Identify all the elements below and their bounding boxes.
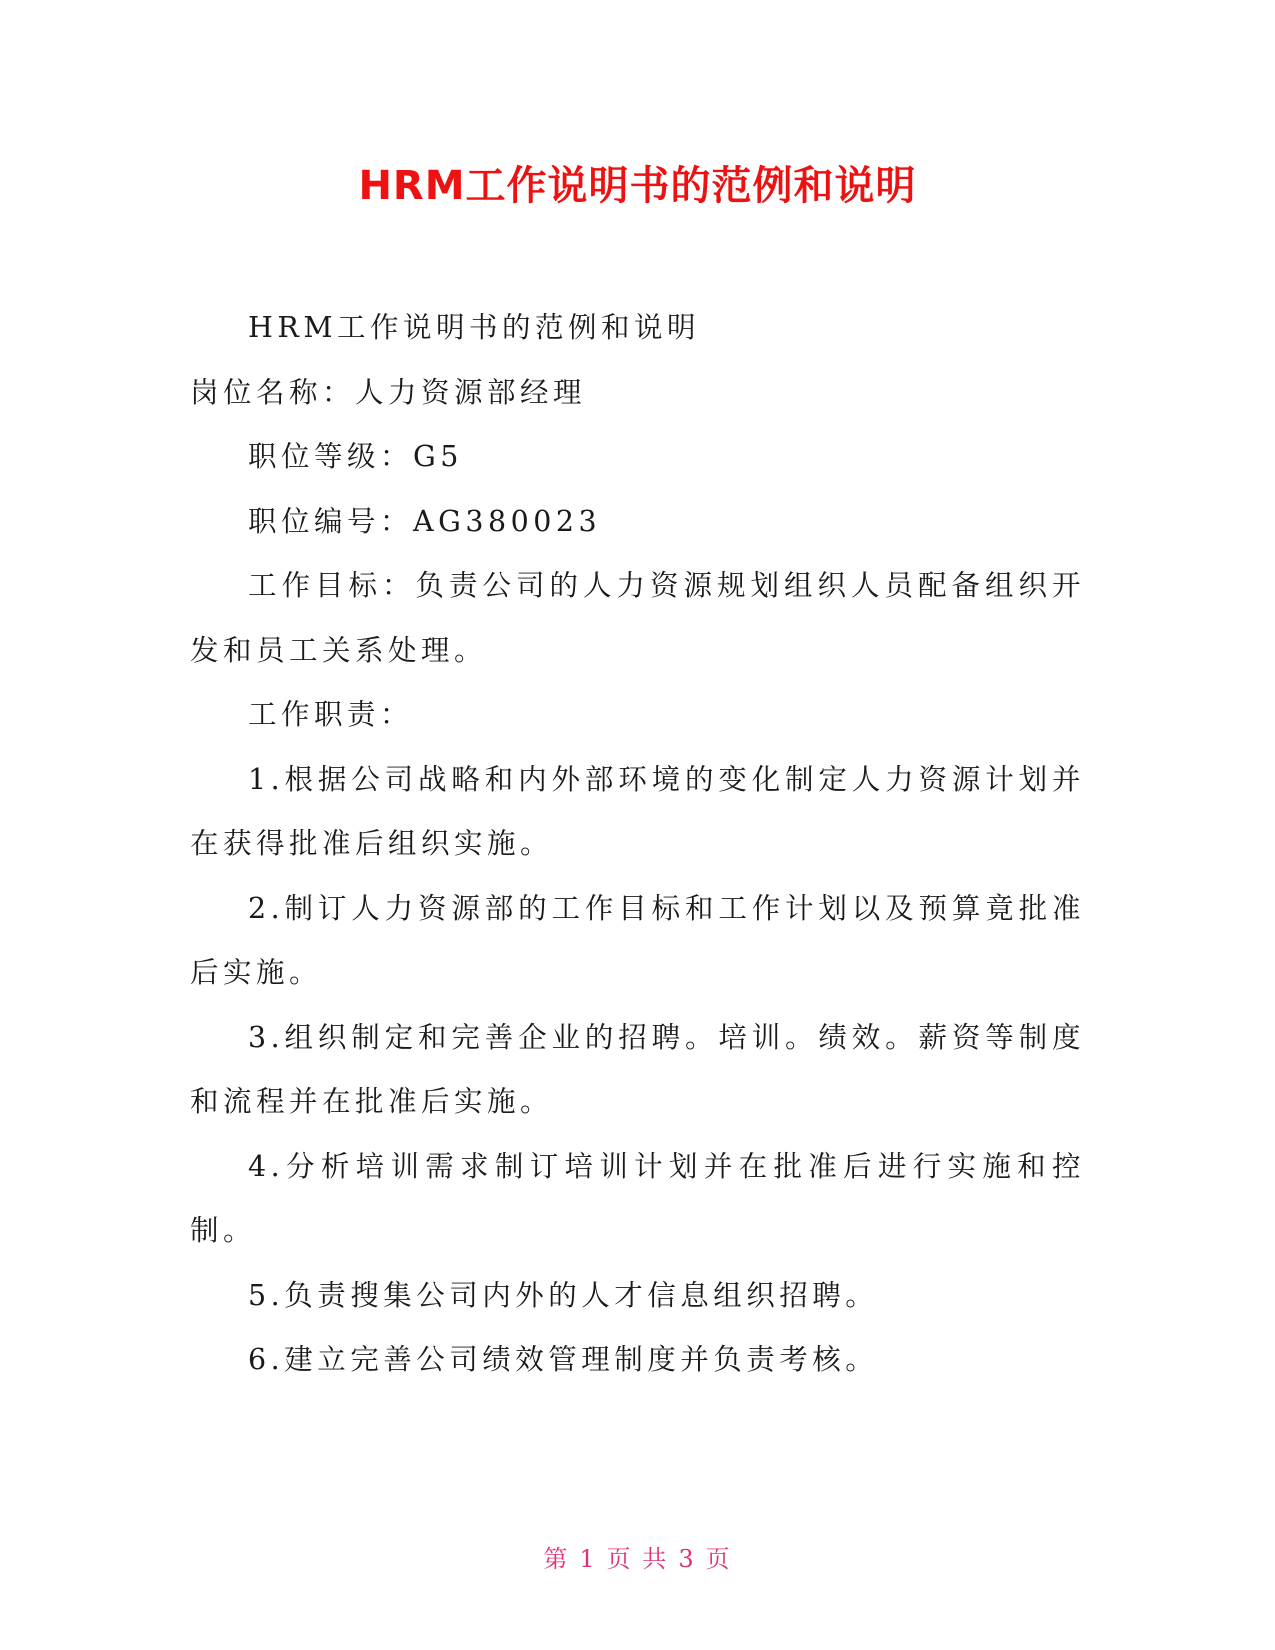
body-paragraph: 1.根据公司战略和内外部环境的变化制定人力资源计划并在获得批准后组织实施。 xyxy=(190,762,1085,860)
body-paragraph: 2.制订人力资源部的工作目标和工作计划以及预算竟批准后实施。 xyxy=(190,891,1085,989)
body-paragraph: 职位等级：G5 xyxy=(248,440,463,473)
document-title: HRM工作说明书的范例和说明 xyxy=(358,163,917,209)
footer-suffix: 页 xyxy=(705,1545,732,1573)
footer-total-pages: 3 xyxy=(678,1545,696,1573)
body-paragraph: 工作职责： xyxy=(248,698,414,731)
footer-page-number: 1 xyxy=(579,1545,597,1573)
footer-middle: 页 共 xyxy=(606,1545,669,1573)
footer-prefix: 第 xyxy=(543,1545,570,1573)
body-paragraph: 岗位名称：人力资源部经理 xyxy=(190,375,587,409)
body-paragraph: 职位编号：AG380023 xyxy=(248,504,602,538)
body-paragraph: 4.分析培训需求制订培训计划并在批准后进行实施和控制。 xyxy=(190,1149,1085,1247)
body-paragraph: 工作目标：负责公司的人力资源规划组织人员配备组织开发和员工关系处理。 xyxy=(190,569,1085,667)
body-paragraph: 3.组织制定和完善企业的招聘。培训。绩效。薪资等制度和流程并在批准后实施。 xyxy=(190,1020,1085,1118)
body-paragraph: 6.建立完善公司绩效管理制度并负责考核。 xyxy=(248,1343,879,1376)
body-paragraph: 5.负责搜集公司内外的人才信息组织招聘。 xyxy=(248,1278,879,1312)
page-footer xyxy=(0,1543,1275,1575)
body-paragraph: HRM工作说明书的范例和说明 xyxy=(248,311,700,344)
document-body xyxy=(190,296,1085,1393)
